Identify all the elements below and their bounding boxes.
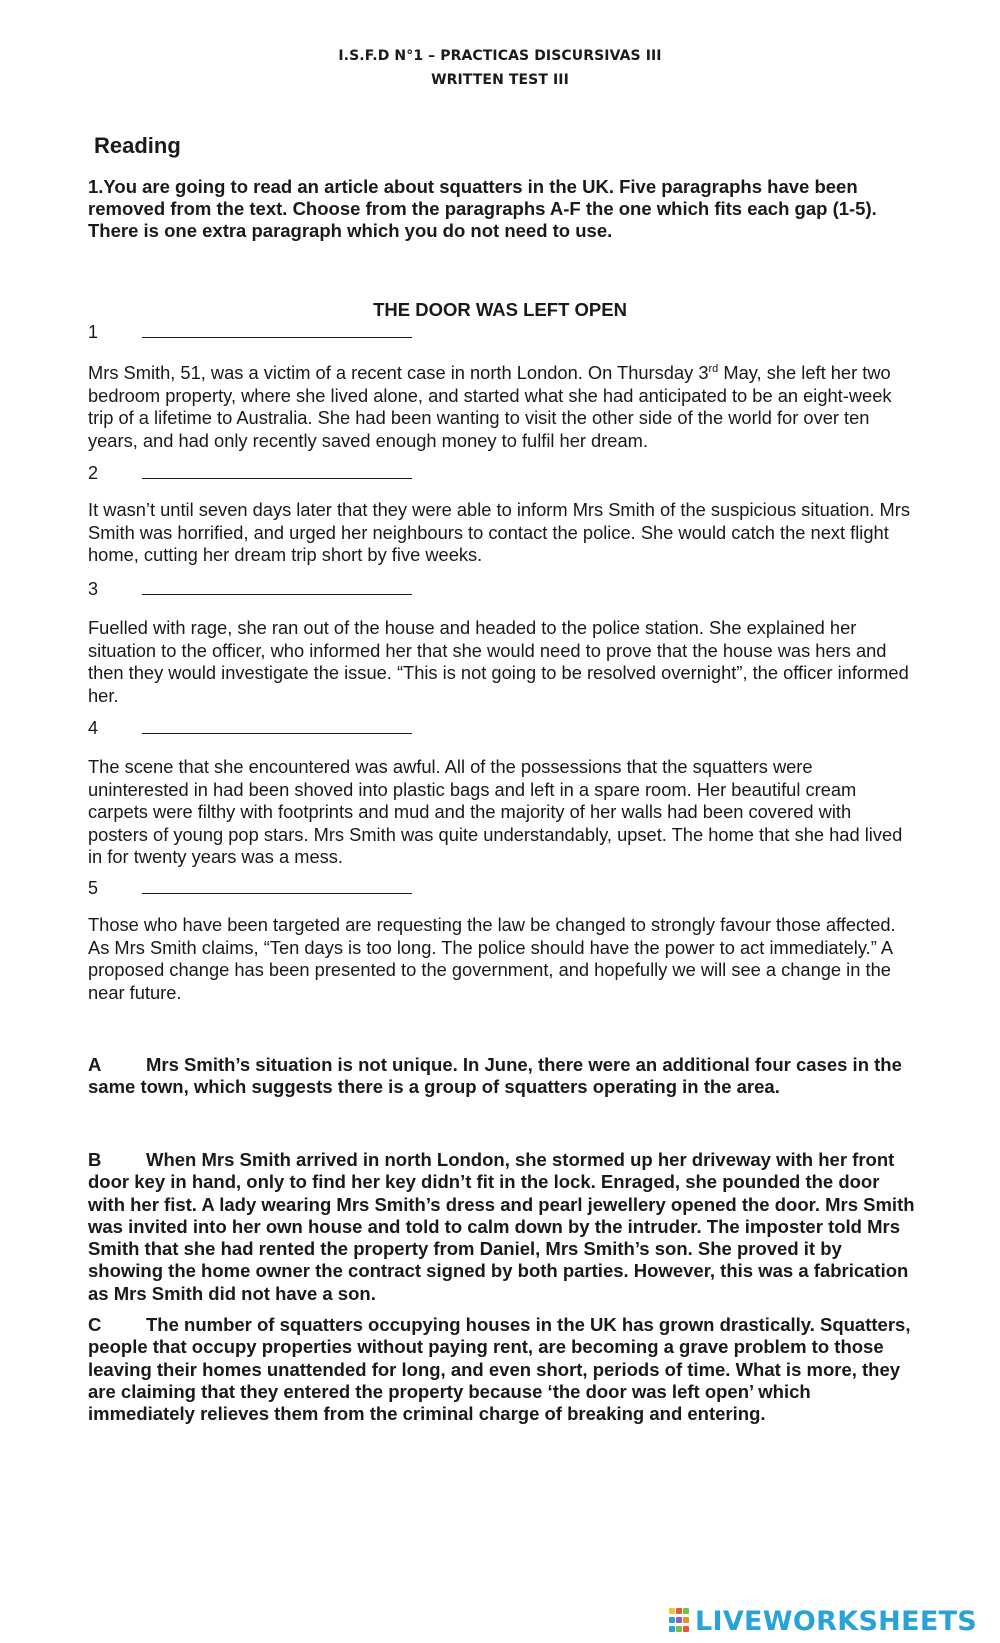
- option-a: [88, 1054, 918, 1099]
- liveworksheets-logo-icon: [669, 1608, 691, 1634]
- option-letter: C: [88, 1314, 102, 1335]
- paragraph-4: The scene that she encountered was awful. All of the possessions that the squatters were uninterested in had been shoved into plastic bags and left in a spare room. Her beautiful cream carpets were filthy with footprints and mud and the majority of her walls had been covered with posters of young pop stars. Mrs Smith was quite understandably, upset. The home that she had lived in for twenty years was a mess.: [88, 756, 903, 867]
- gap-answer-line[interactable]: [142, 879, 412, 894]
- option-text: When Mrs Smith arrived in north London, she stormed up her driveway with her front door key in hand, only to find her key didn’t fit in the lock. Enraged, she pounded the door with her fist. A lady wearing Mrs Smith’s dress and pearl jewellery opened the door. Mrs Smith was invited into her own house and told to calm down by the intruder. The imposter told Mrs Smith that she had rented the property from Daniel, Mrs Smith’s son. She proved it by showing the home owner the contract signed by both parties. However, this was a fabrication as Mrs Smith did not have a son.: [88, 1149, 915, 1304]
- option-c: [88, 1314, 918, 1425]
- brand-name: LIVEWORKSHEETS: [695, 1605, 978, 1637]
- gap-number: 2: [88, 463, 99, 483]
- article-title: THE DOOR WAS LEFT OPEN: [373, 299, 627, 320]
- header-institution: I.S.F.D N°1 – PRACTICAS DISCURSIVAS III: [338, 48, 662, 64]
- paragraph-5: Those who have been targeted are requesting the law be changed to strongly favour those affected. As Mrs Smith claims, “Ten days is too long. The police should have the power to act immediately.” A proposed change has been presented to the government, and hopefully we will see a change in the near future.: [88, 914, 896, 1003]
- gap-number: 1: [88, 322, 99, 342]
- option-letter: A: [88, 1054, 102, 1075]
- paragraph-2: It wasn’t until seven days later that they were able to inform Mrs Smith of the suspicious situation. Mrs Smith was horrified, and urged her neighbours to contact the police. She would catch the next flight home, cutting her dream trip short by five weeks.: [88, 499, 910, 565]
- instructions: 1.You are going to read an article about squatters in the UK. Five paragraphs have been removed from the text. Choose from the paragraphs A-F the one which fits each gap (1-5). There is one extra paragraph which you do not need to use.: [88, 176, 877, 241]
- gap-4: [88, 718, 412, 739]
- option-text: Mrs Smith’s situation is not unique. In June, there were an additional four cases in the same town, which suggests there is a group of squatters operating in the area.: [88, 1054, 902, 1098]
- gap-5: [88, 878, 412, 899]
- gap-3: [88, 579, 412, 600]
- option-letter: B: [88, 1149, 102, 1170]
- gap-answer-line[interactable]: [142, 464, 412, 479]
- gap-number: 5: [88, 878, 99, 898]
- paragraph-3: Fuelled with rage, she ran out of the house and headed to the police station. She explained her situation to the officer, who informed her that she would need to prove that the house was hers and then they would investigate the issue. “This is not going to be resolved overnight”, the officer informed her.: [88, 617, 909, 706]
- gap-number: 4: [88, 718, 99, 738]
- liveworksheets-brand: [669, 1606, 977, 1636]
- gap-answer-line[interactable]: [142, 719, 412, 734]
- gap-2: [88, 463, 412, 484]
- gap-answer-line[interactable]: [142, 323, 412, 338]
- option-text: The number of squatters occupying houses in the UK has grown drastically. Squatters, people that occupy properties without paying rent, are becoming a grave problem to those leaving their homes unattended for long, and even short, periods of time. What is more, they are claiming that they entered the property because ‘the door was left open’ which immediately relieves them from the criminal charge of breaking and entering.: [88, 1314, 911, 1425]
- option-b: [88, 1149, 918, 1305]
- paragraph-1: Mrs Smith, 51, was a victim of a recent case in north London. On Thursday 3rd May, she left her two bedroom property, where she lived alone, and started what she had anticipated to be an eight-week trip of a lifetime to Australia. She had been wanting to visit the other side of the world for over ten years, and had only recently saved enough money to fulfil her dream.: [88, 362, 892, 451]
- section-title: Reading: [94, 133, 181, 158]
- gap-answer-line[interactable]: [142, 580, 412, 595]
- gap-1: [88, 322, 412, 343]
- gap-number: 3: [88, 579, 99, 599]
- header-test-title: WRITTEN TEST III: [431, 72, 569, 88]
